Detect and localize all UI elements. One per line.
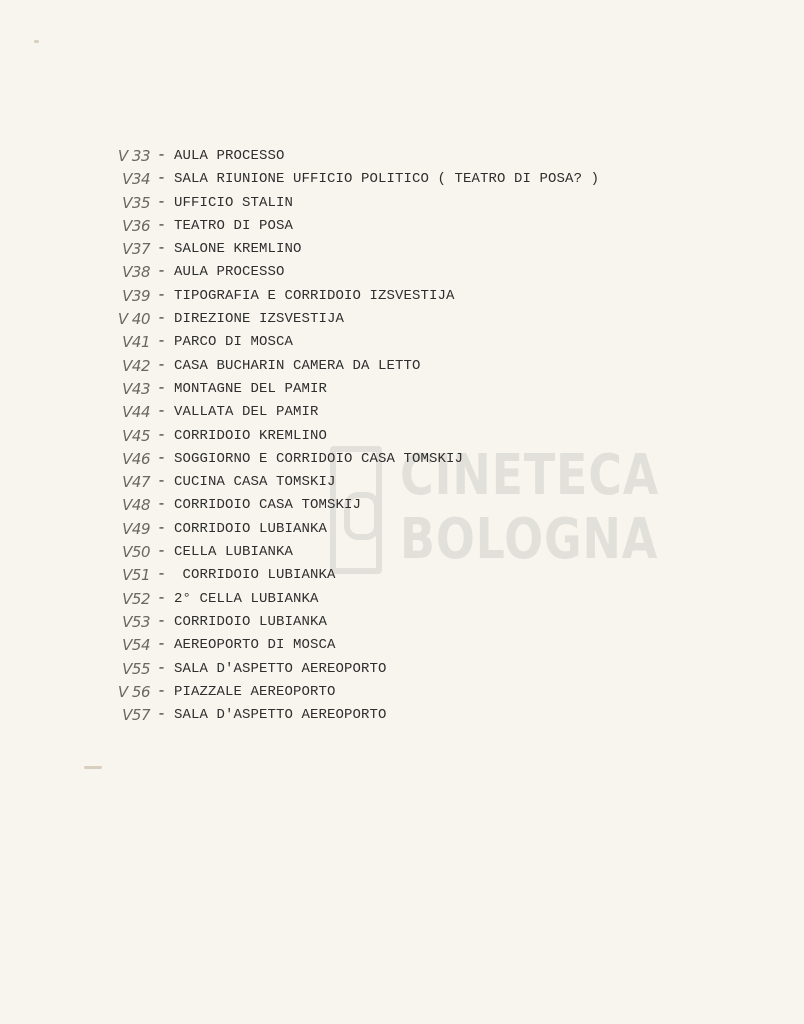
scene-number: V46 (122, 449, 150, 468)
scene-list-item (100, 402, 740, 425)
scene-number: V43 (122, 379, 150, 398)
scene-location: TEATRO DI POSA (174, 217, 294, 234)
dash-separator: - (157, 589, 167, 607)
scene-number: V37 (122, 240, 150, 259)
dash-separator: - (157, 636, 167, 654)
scene-number: V35 (122, 193, 150, 212)
watermark-line-2: BOLOGNA (400, 507, 659, 572)
dash-separator: - (157, 449, 167, 467)
dash-separator: - (157, 356, 167, 374)
scene-list-item (100, 589, 740, 612)
dash-separator: - (157, 659, 167, 677)
scene-list-item (100, 239, 740, 262)
scene-list-item (100, 286, 740, 309)
dash-separator: - (157, 310, 167, 328)
scene-number: V 33 (117, 147, 150, 165)
dash-separator: - (157, 147, 167, 164)
scene-number: V34 (122, 170, 150, 189)
scene-location: SOGGIORNO E CORRIDOIO CASA TOMSKIJ (174, 450, 464, 467)
scene-location: VALLATA DEL PAMIR (174, 404, 319, 421)
scene-number: V53 (122, 612, 150, 631)
scene-list-item (100, 193, 740, 216)
scene-list-item (100, 332, 740, 355)
scene-list-item (100, 659, 740, 682)
scene-location: MONTAGNE DEL PAMIR (174, 380, 328, 397)
scene-list-item (100, 495, 740, 518)
scene-location: SALA D'ASPETTO AEREOPORTO (174, 660, 387, 677)
scene-list-item (100, 542, 740, 565)
dash-separator: - (157, 566, 167, 584)
scene-list-item (100, 705, 740, 728)
scene-number: V38 (122, 263, 150, 282)
scene-number: V52 (122, 589, 150, 608)
scene-location: PIAZZALE AEREOPORTO (174, 683, 336, 700)
dash-separator: - (157, 706, 167, 724)
scene-location: 2° CELLA LUBIANKA (174, 590, 319, 607)
scene-number: V55 (122, 659, 150, 678)
dash-separator: - (157, 286, 167, 304)
scene-number: V51 (122, 566, 150, 585)
scene-location: DIREZIONE IZSVESTIJA (174, 311, 345, 328)
paper-speck (34, 40, 39, 43)
scene-number: V44 (122, 403, 150, 422)
scene-number: V54 (122, 636, 150, 655)
dash-separator: - (157, 193, 167, 211)
scene-list-item (100, 682, 740, 705)
scene-list-item (100, 635, 740, 658)
scene-number: V48 (122, 496, 150, 515)
scene-list-item (100, 356, 740, 379)
scene-location: UFFICIO STALIN (174, 194, 294, 211)
scene-number: V45 (122, 426, 150, 445)
scene-number: V 40 (117, 310, 150, 329)
dash-separator: - (157, 240, 167, 258)
scene-list-item (100, 169, 740, 192)
scene-location: CASA BUCHARIN CAMERA DA LETTO (174, 357, 421, 374)
scene-list-item (100, 449, 740, 472)
dash-separator: - (157, 473, 167, 491)
dash-separator: - (157, 519, 167, 537)
watermark-line-1: CINETECA (400, 443, 660, 508)
scene-number: V49 (122, 519, 150, 538)
dash-separator: - (157, 543, 167, 561)
scene-number: V39 (122, 286, 150, 305)
scene-list-item (100, 472, 740, 495)
scene-location: AEREOPORTO DI MOSCA (174, 637, 336, 654)
scene-list-item (100, 309, 740, 332)
scene-list-item (100, 216, 740, 239)
scene-location: AULA PROCESSO (174, 264, 285, 281)
dash-separator: - (157, 216, 167, 234)
scene-location: CUCINA CASA TOMSKIJ (174, 474, 336, 491)
scene-number: V47 (122, 473, 150, 492)
dash-separator: - (157, 170, 167, 188)
scene-location: CORRIDOIO CASA TOMSKIJ (174, 497, 362, 514)
dash-separator: - (157, 263, 167, 281)
scene-number: V41 (122, 333, 150, 352)
scene-location: PARCO DI MOSCA (174, 334, 294, 351)
scene-list-item (100, 612, 740, 635)
paper-speck (84, 766, 102, 769)
scene-location: CORRIDOIO LUBIANKA (174, 520, 328, 537)
scene-location: CORRIDOIO LUBIANKA (174, 567, 336, 584)
scene-list-item (100, 426, 740, 449)
scene-location: CORRIDOIO KREMLINO (174, 427, 328, 444)
scene-location: CORRIDOIO LUBIANKA (174, 613, 328, 630)
scene-location: CELLA LUBIANKA (174, 544, 294, 561)
scene-number: V36 (122, 216, 150, 235)
scene-number: V57 (122, 706, 150, 725)
scene-location: TIPOGRAFIA E CORRIDOIO IZSVESTIJA (174, 287, 455, 304)
dash-separator: - (157, 682, 167, 700)
scene-number: V42 (122, 356, 150, 375)
scene-location: SALONE KREMLINO (174, 241, 302, 258)
dash-separator: - (157, 403, 167, 421)
dash-separator: - (157, 612, 167, 630)
scene-list (100, 146, 740, 728)
dash-separator: - (157, 496, 167, 514)
scene-number: V50 (122, 543, 150, 562)
scene-location: AULA PROCESSO (174, 148, 285, 164)
dash-separator: - (157, 333, 167, 351)
dash-separator: - (157, 426, 167, 444)
scene-location: SALA RIUNIONE UFFICIO POLITICO ( TEATRO DI POSA? ) (174, 171, 600, 188)
dash-separator: - (157, 379, 167, 397)
scene-number: V 56 (117, 682, 150, 701)
scene-list-item (100, 262, 740, 285)
scene-list-item (100, 146, 740, 169)
scene-list-item (100, 565, 740, 588)
scene-list-item (100, 379, 740, 402)
scene-location: SALA D'ASPETTO AEREOPORTO (174, 707, 387, 724)
scene-list-item (100, 519, 740, 542)
